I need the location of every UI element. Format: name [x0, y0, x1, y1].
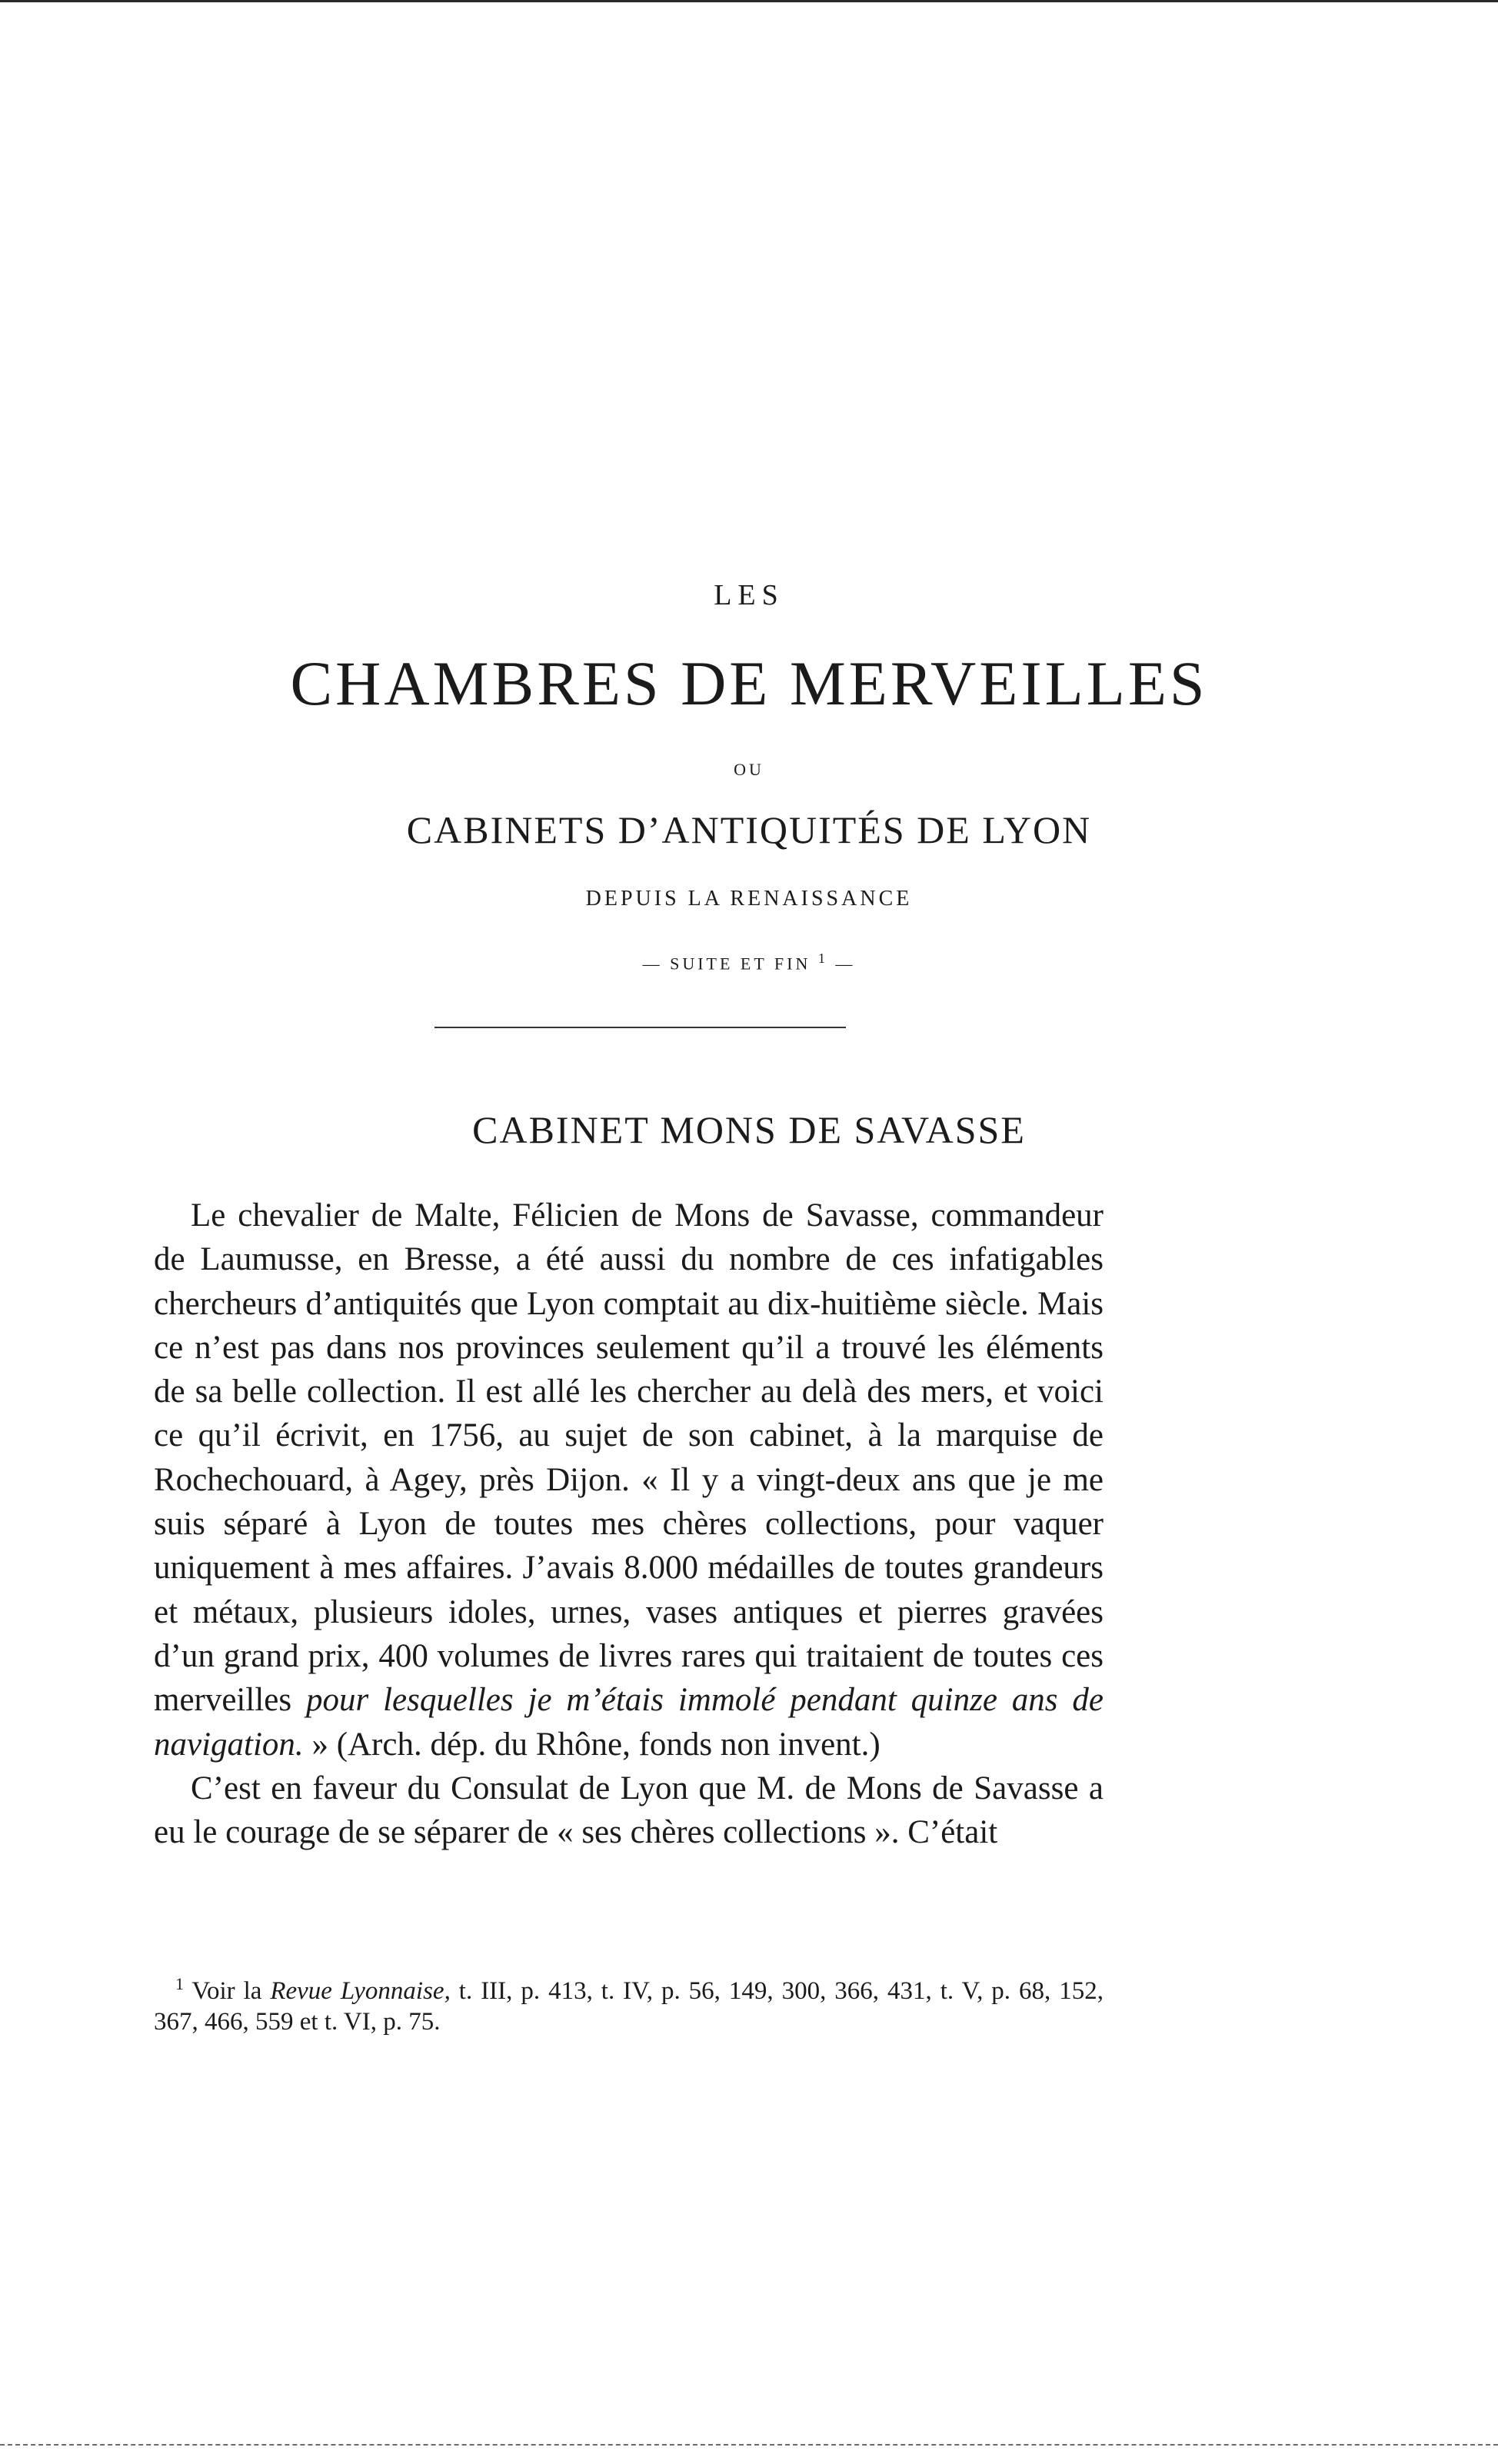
continuation-note — [0, 951, 1498, 974]
title-article: LES — [714, 579, 784, 611]
page-subtitle: CABINETS D’ANTIQUITÉS DE LYON — [406, 808, 1092, 851]
body-text — [154, 1194, 1104, 1854]
continuation-text: — SUITE ET FIN — [642, 954, 811, 974]
paragraph-1-text-a: Le chevalier de Malte, Félicien de Mons de Savasse, commandeur de Laumusse, en Bresse, a été aussi du nombre de ces infatigables chercheurs d’antiquités que Lyon comptait au dix-huitième siècle. Mais ce n’est pas dans nos provinces seulement qu’il a trouvé les éléments de sa belle collection. Il est allé les chercher au delà des mers, et voici ce qu’il écrivit, en 1756, au sujet de son cabinet, à la marquise de Rochechouard, à Agey, près Dijon. « Il y a vingt-deux ans que je me suis séparé à Lyon de toutes mes chères collections, pour vaquer uniquement à mes affaires. J’avais 8.000 médailles de toutes grandeurs et métaux, plusieurs idoles, urnes, vases antiques et pierres gravées d’un grand prix, 400 volumes de livres rares qui traitaient de toutes ces merveilles — [154, 1197, 1104, 1719]
footnote-journal: Revue Lyonnaise, — [270, 1977, 451, 2005]
section-title: CABINET MONS DE SAVASSE — [472, 1108, 1026, 1151]
section-divider — [434, 1027, 846, 1028]
page-title: CHAMBRES DE MERVEILLES — [290, 648, 1208, 718]
paragraph-1 — [154, 1194, 1104, 1766]
footnote-text-a: Voir la — [184, 1977, 271, 2005]
title-conjunction: OU — [734, 760, 764, 779]
footnote-marker: 1 — [175, 1974, 184, 1993]
footnote-ref-marker: 1 — [817, 951, 828, 966]
bottom-dashed-rule — [0, 2444, 1498, 2446]
footnote-text-b: t. III, p. 413, t. IV, p. 56, 149, 300, 366, 431, t. V, p. 68, 152, 367, 466, 559 et t. VI, p. 75. — [154, 1977, 1104, 2036]
footnote — [154, 1969, 1104, 2037]
paragraph-1-text-b: » (Arch. dép. du Rhône, fonds non invent.) — [303, 1726, 880, 1763]
paragraph-1-italic: pour lesquelles je m’étais immolé pendant quinze ans de navigation. — [154, 1682, 1104, 1763]
subtitle-period: DEPUIS LA RENAISSANCE — [585, 887, 913, 911]
paragraph-2: C’est en faveur du Consulat de Lyon que M. de Mons de Savasse a eu le courage de se séparer de « ses chères collections ». C’était — [154, 1770, 1104, 1851]
top-border-rule — [0, 0, 1498, 2]
continuation-end: — — [827, 954, 856, 974]
